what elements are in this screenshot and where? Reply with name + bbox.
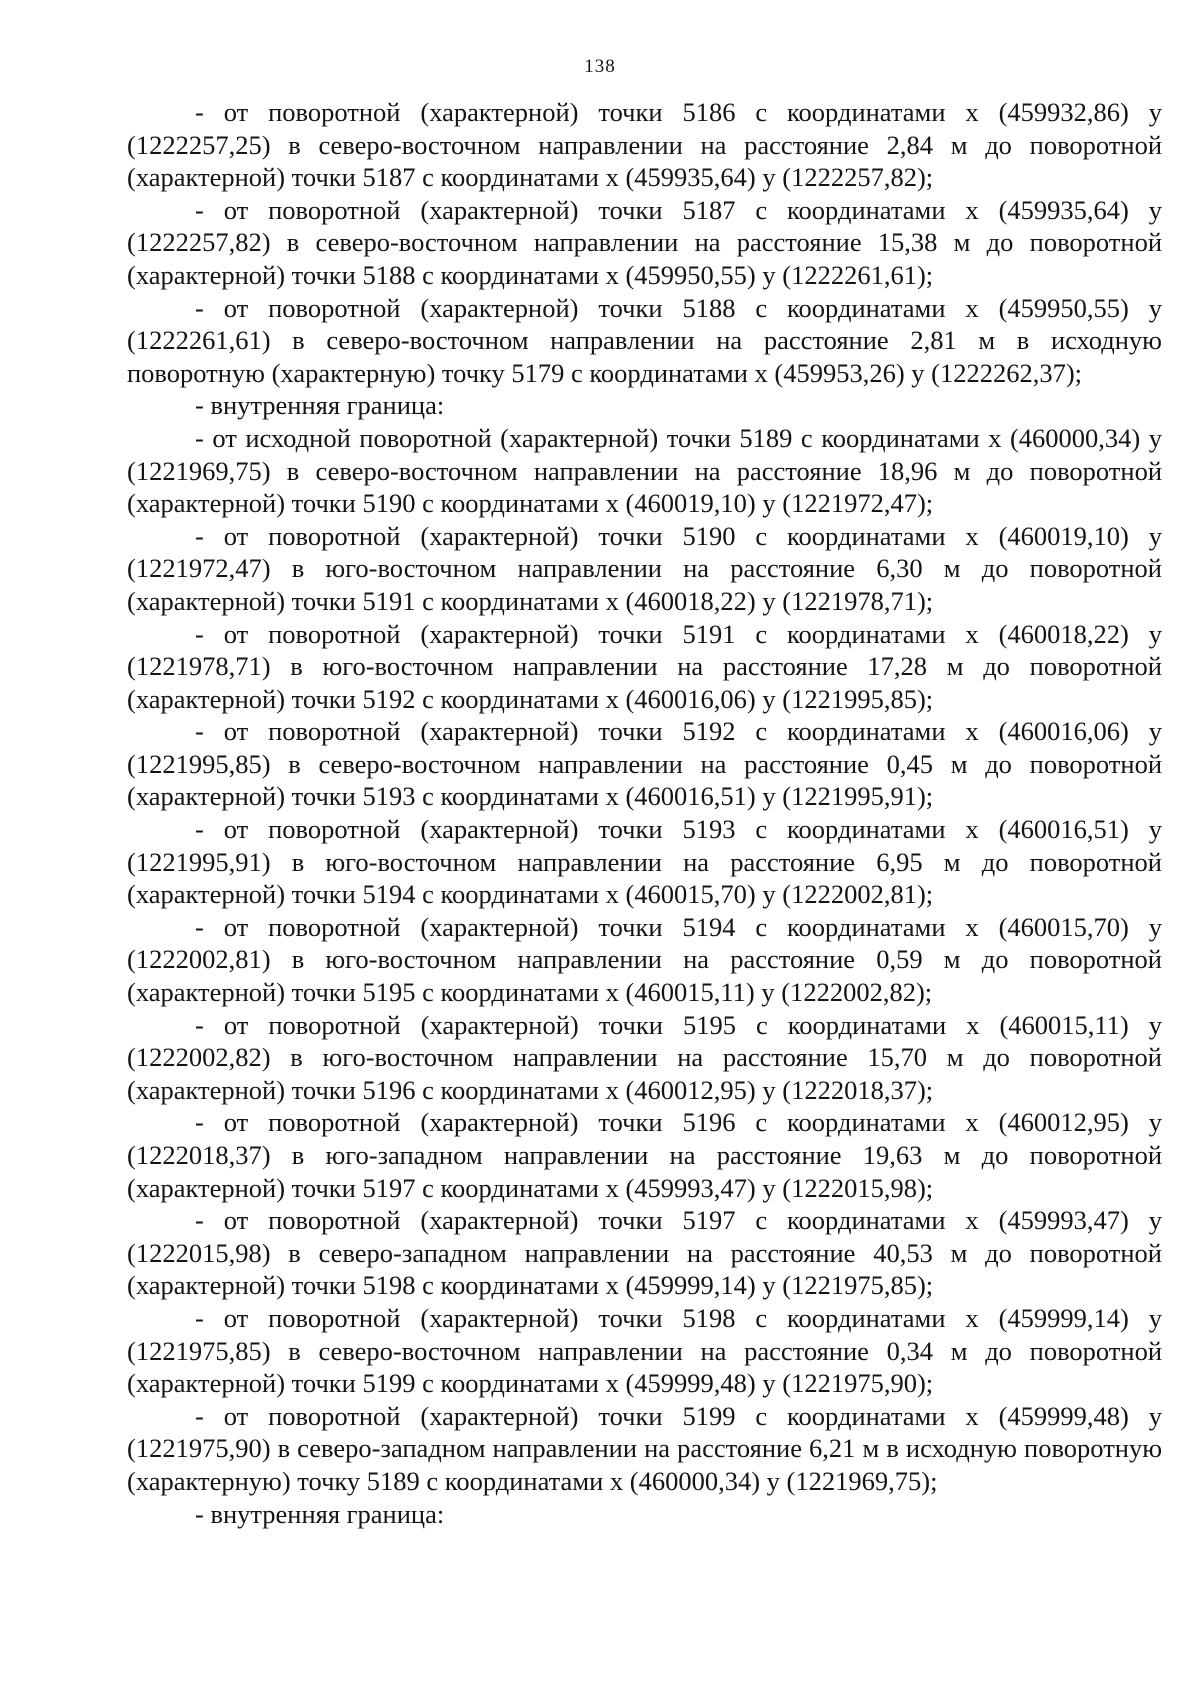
page-number: 138	[584, 56, 616, 77]
boundary-segment: - от поворотной (характерной) точки 5197 с координатами x (459993,47) y (1222015,98) в северо-западном направлении на расстояние 40,53 м до поворотной (характерной) точки 5198 с координатами x (459999,14) y (1221975,85);	[127, 1205, 1162, 1301]
boundary-segment: - от поворотной (характерной) точки 5188 с координатами x (459950,55) y (1222261,61) в северо-восточном направлении на расстояние 2,81 м в исходную поворотную (характерную) точку 5179 с координатами x (459953,26) y (1222262,37);	[127, 292, 1162, 388]
boundary-segment: - от поворотной (характерной) точки 5187 с координатами x (459935,64) y (1222257,82) в северо-восточном направлении на расстояние 15,38 м до поворотной (характерной) точки 5188 с координатами x (459950,55) y (1222261,61);	[127, 194, 1162, 290]
boundary-segment: - от поворотной (характерной) точки 5199 с координатами x (459999,48) y (1221975,90) в северо-западном направлении на расстояние 6,21 м в исходную поворотную (характерную) точку 5189 с координатами x (460000,34) y (1221969,75);	[127, 1400, 1162, 1496]
document-body	[127, 96, 1162, 1530]
boundary-segment: - от поворотной (характерной) точки 5195 с координатами x (460015,11) y (1222002,82) в юго-восточном направлении на расстояние 15,70 м до поворотной (характерной) точки 5196 с координатами x (460012,95) y (1222018,37);	[127, 1009, 1162, 1105]
boundary-segment: - от поворотной (характерной) точки 5196 с координатами x (460012,95) y (1222018,37) в юго-западном направлении на расстояние 19,63 м до поворотной (характерной) точки 5197 с координатами x (459993,47) y (1222015,98);	[127, 1107, 1162, 1203]
boundary-segment: - от поворотной (характерной) точки 5186 с координатами x (459932,86) y (1222257,25) в северо-восточном направлении на расстояние 2,84 м до поворотной (характерной) точки 5187 с координатами x (459935,64) y (1222257,82);	[127, 97, 1162, 193]
boundary-segment: - от поворотной (характерной) точки 5192 с координатами x (460016,06) y (1221995,85) в северо-восточном направлении на расстояние 0,45 м до поворотной (характерной) точки 5193 с координатами x (460016,51) y (1221995,91);	[127, 716, 1162, 812]
boundary-segment: - от поворотной (характерной) точки 5191 с координатами x (460018,22) y (1221978,71) в юго-восточном направлении на расстояние 17,28 м до поворотной (характерной) точки 5192 с координатами x (460016,06) y (1221995,85);	[127, 618, 1162, 714]
boundary-heading: - внутренняя граница:	[195, 390, 445, 421]
boundary-heading: - внутренняя граница:	[195, 1498, 445, 1529]
boundary-segment: - от поворотной (характерной) точки 5198 с координатами x (459999,14) y (1221975,85) в северо-восточном направлении на расстояние 0,34 м до поворотной (характерной) точки 5199 с координатами x (459999,48) y (1221975,90);	[127, 1302, 1162, 1399]
boundary-segment: - от поворотной (характерной) точки 5194 с координатами x (460015,70) y (1222002,81) в юго-восточном направлении на расстояние 0,59 м до поворотной (характерной) точки 5195 с координатами x (460015,11) y (1222002,82);	[127, 911, 1162, 1008]
boundary-segment: - от поворотной (характерной) точки 5190 с координатами x (460019,10) y (1221972,47) в юго-восточном направлении на расстояние 6,30 м до поворотной (характерной) точки 5191 с координатами x (460018,22) y (1221978,71);	[127, 520, 1162, 616]
boundary-segment: - от исходной поворотной (характерной) точки 5189 с координатами x (460000,34) y (1221969,75) в северо-восточном направлении на расстояние 18,96 м до поворотной (характерной) точки 5190 с координатами x (460019,10) y (1221972,47);	[127, 422, 1162, 519]
boundary-segment: - от поворотной (характерной) точки 5193 с координатами x (460016,51) y (1221995,91) в юго-восточном направлении на расстояние 6,95 м до поворотной (характерной) точки 5194 с координатами x (460015,70) y (1222002,81);	[127, 814, 1162, 910]
